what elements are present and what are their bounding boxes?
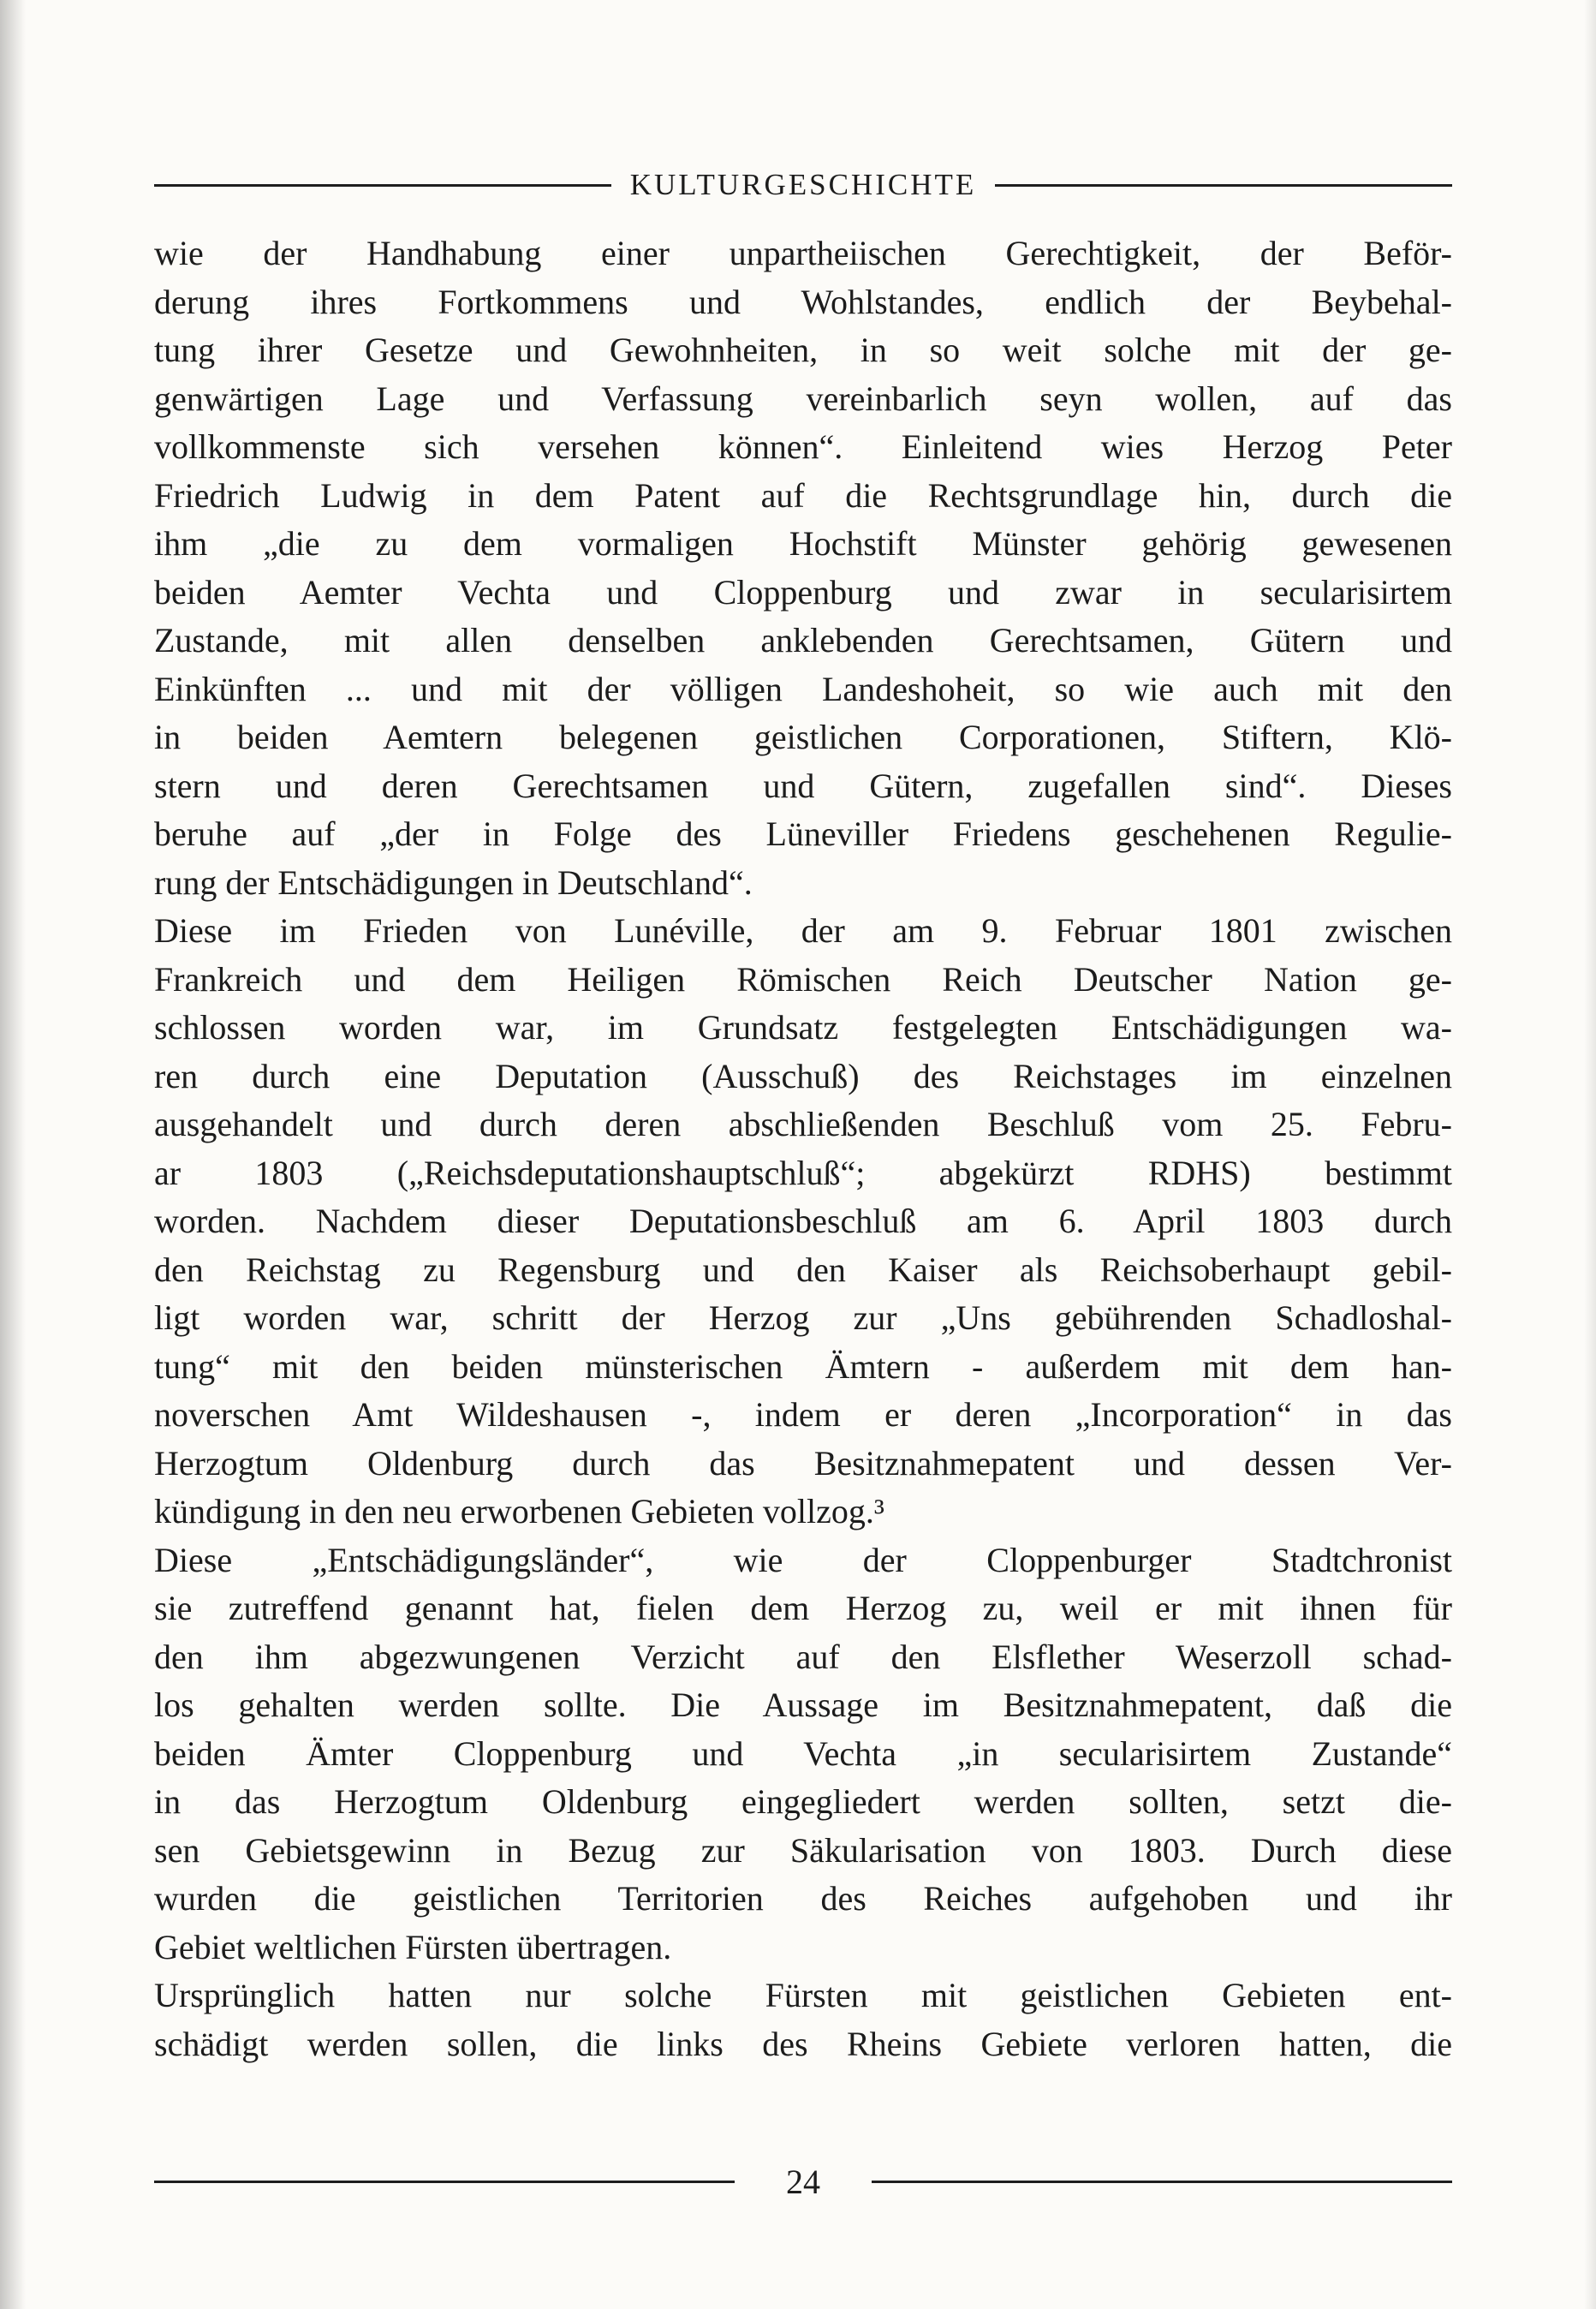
text-line: beruhe auf „der in Folge des Lüneviller Friedens geschehenen Regulie- [154,814,1452,853]
text-line: wie der Handhabung einer unpartheiischen Gerechtigkeit, der Beför- [154,234,1452,272]
text-line: ren durch eine Deputation (Ausschuß) des Reichstages im einzelnen [154,1056,1452,1095]
text-line: ihm „die zu dem vormaligen Hochstift Münster gehörig gewesenen [154,524,1452,563]
text-line: Zustande, mit allen denselben anklebenden Gerechtsamen, Gütern und [154,621,1452,659]
text-line: stern und deren Gerechtsamen und Gütern, zugefallen sind“. Dieses [154,766,1452,805]
text-line: den Reichstag zu Regensburg und den Kaiser als Reichsoberhaupt gebil- [154,1250,1452,1289]
text-line: in beiden Aemtern belegenen geistlichen Corporationen, Stiftern, Klö- [154,718,1452,756]
text-line: Gebiet weltlichen Fürsten übertragen. [154,1927,672,1966]
text-body [154,230,1452,2068]
footer-rule-right [872,2181,1452,2183]
text-line: Einkünften ... und mit der völligen Landeshoheit, so wie auch mit den [154,669,1452,708]
page-number: 24 [786,2163,820,2201]
text-line: genwärtigen Lage und Verfassung vereinbarlich seyn wollen, auf das [154,379,1452,418]
text-line: tung“ mit den beiden münsterischen Ämtern - außerdem mit dem han- [154,1346,1452,1386]
text-line: den ihm abgezwungenen Verzicht auf den Elsflether Weserzoll schad- [154,1637,1452,1676]
text-line: sie zutreffend genannt hat, fielen dem Herzog zu, weil er mit ihnen für [154,1589,1452,1627]
text-line: tung ihrer Gesetze und Gewohnheiten, in so weit solche mit der ge- [154,331,1452,369]
footer-rule-left [154,2181,735,2183]
text-line: ligt worden war, schritt der Herzog zur „Uns gebührenden Schadloshal- [154,1298,1452,1337]
text-line: worden. Nachdem dieser Deputationsbeschluß am 6. April 1803 durch [154,1202,1452,1240]
header-rule-left [154,184,611,187]
text-line: Frankreich und dem Heiligen Römischen Reich Deutscher Nation ge- [154,959,1452,999]
text-line: in das Herzogtum Oldenburg eingegliedert werden sollten, setzt die- [154,1782,1452,1821]
page-footer [154,2162,1452,2202]
text-line: Ursprünglich hatten nur solche Fürsten mit geistlichen Gebieten ent- [154,1976,1452,2014]
text-line: los gehalten werden sollte. Die Aussage im Besitznahmepatent, daß die [154,1686,1452,1724]
text-line: Diese „Entschädigungsländer“, wie der Cloppenburger Stadtchronist [154,1540,1452,1579]
text-line: schlossen worden war, im Grundsatz festgelegten Entschädigungen wa- [154,1008,1452,1047]
text-line: vollkommenste sich versehen können“. Einleitend wies Herzog Peter [154,427,1452,466]
text-line: derung ihres Fortkommens und Wohlstandes, endlich der Beybehal- [154,282,1452,321]
text-line: wurden die geistlichen Territorien des Reiches aufgehoben und ihr [154,1879,1452,1918]
scan-edge-shadow-left [0,0,26,2309]
text-line: beiden Aemter Vechta und Cloppenburg und zwar in secularisirtem [154,572,1452,612]
text-line: rung der Entschädigungen in Deutschland“. [154,862,753,902]
text-line: kündigung in den neu erworbenen Gebieten vollzog.³ [154,1492,884,1530]
text-line: noverschen Amt Wildeshausen -, indem er deren „Incorporation“ in das [154,1395,1452,1434]
text-line: schädigt werden sollen, die links des Rheins Gebiete verloren hatten, die [154,2024,1452,2063]
text-line: sen Gebietsgewinn in Bezug zur Säkularisation von 1803. Durch diese [154,1830,1452,1870]
text-line: Friedrich Ludwig in dem Patent auf die Rechtsgrundlage hin, durch die [154,475,1452,515]
text-line: beiden Ämter Cloppenburg und Vechta „in secularisirtem Zustande“ [154,1733,1452,1773]
text-line: ar 1803 („Reichsdeputationshauptschluß“; abgekürzt RDHS) bestimmt [154,1153,1452,1192]
text-line: ausgehandelt und durch deren abschließenden Beschluß vom 25. Febru- [154,1105,1452,1143]
text-line: Diese im Frieden von Lunéville, der am 9. Februar 1801 zwischen [154,911,1452,950]
page-header [154,168,1452,202]
header-rule-right [995,184,1452,187]
page-header-title: KULTURGESCHICHTE [629,168,977,201]
text-line: Herzogtum Oldenburg durch das Besitznahmepatent und dessen Ver- [154,1443,1452,1483]
scan-edge-shadow-right [1584,0,1596,2309]
